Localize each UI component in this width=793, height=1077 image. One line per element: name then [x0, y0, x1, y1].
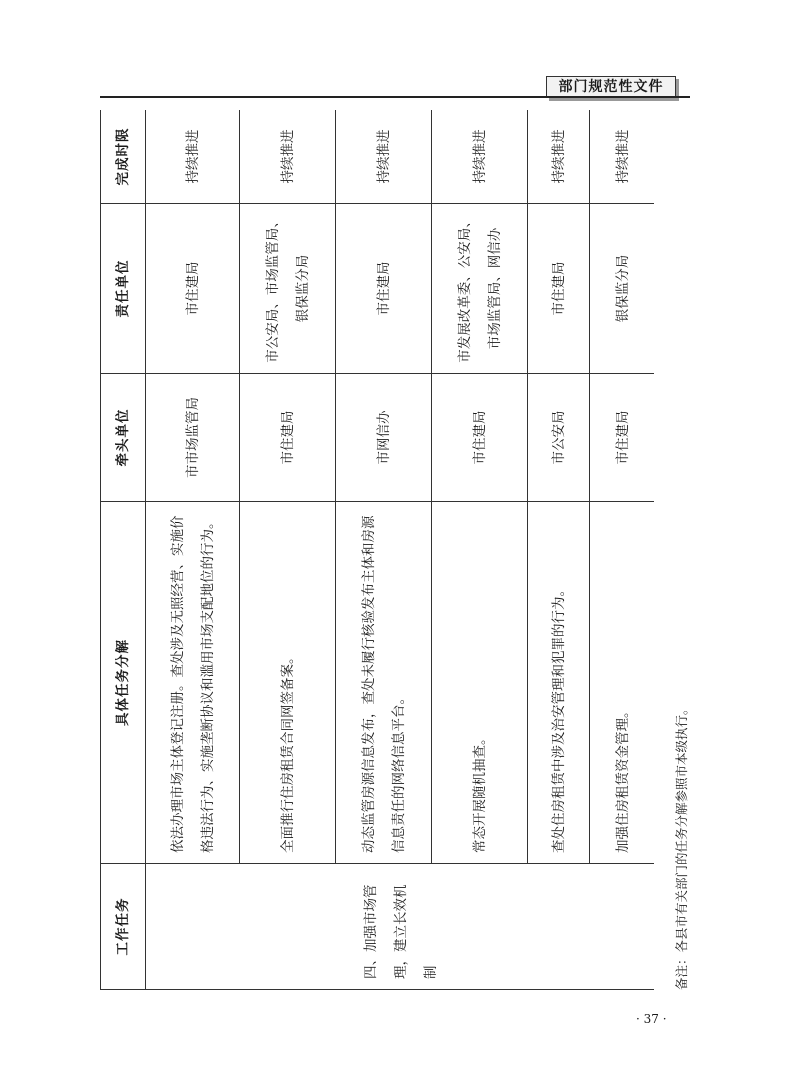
responsible-unit-cell: 市发展改革委、公安局、市场监管局、网信办 [432, 204, 528, 374]
detail-cell: 常态开展随机抽查。 [432, 502, 528, 864]
detail-cell: 全面推行住房租赁合同网签备案。 [240, 502, 336, 864]
column-header: 具体任务分解 [101, 502, 146, 864]
task-table-region [100, 110, 654, 990]
table-row [146, 110, 240, 990]
column-header: 完成时限 [101, 110, 146, 204]
lead-unit-cell: 市网信办 [336, 374, 432, 502]
detail-cell: 查处住房租赁中涉及治安管理和犯罪的行为。 [528, 502, 590, 864]
lead-unit-cell: 市市场监管局 [146, 374, 240, 502]
table-row [240, 110, 336, 990]
task-table [100, 110, 654, 990]
lead-unit-cell: 市住建局 [590, 374, 655, 502]
lead-unit-cell: 市公安局 [528, 374, 590, 502]
lead-unit-cell: 市住建局 [240, 374, 336, 502]
deadline-cell: 持续推进 [528, 110, 590, 204]
responsible-unit-cell: 市住建局 [146, 204, 240, 374]
table-header-row [101, 110, 146, 990]
header-rule [100, 96, 690, 98]
detail-cell: 依法办理市场主体登记注册。查处涉及无照经营、实施价格违法行为、实施垄断协议和滥用市场支配地位的行为。 [146, 502, 240, 864]
responsible-unit-cell: 市公安局、市场监管局、银保监分局 [240, 204, 336, 374]
deadline-cell: 持续推进 [146, 110, 240, 204]
table-row [336, 110, 432, 990]
detail-cell: 加强住房租赁资金管理。 [590, 502, 655, 864]
page-number: · 37 · [636, 1012, 667, 1026]
work-task-cell: 四、加强市场管理，建立长效机制 [146, 864, 655, 990]
responsible-unit-cell: 银保监分局 [590, 204, 655, 374]
deadline-cell: 持续推进 [590, 110, 655, 204]
note-anchor [672, 702, 692, 1010]
document-category-label: 部门规范性文件 [546, 76, 676, 98]
column-header: 工作任务 [101, 864, 146, 990]
table-row [528, 110, 590, 990]
deadline-cell: 持续推进 [240, 110, 336, 204]
table-footnote: 备注：各县市有关部门的任务分解参照市本级执行。 [674, 702, 689, 990]
deadline-cell: 持续推进 [432, 110, 528, 204]
responsible-unit-cell: 市住建局 [528, 204, 590, 374]
rotated-page-content [100, 110, 654, 990]
table-row [432, 110, 528, 990]
lead-unit-cell: 市住建局 [432, 374, 528, 502]
column-header: 牵头单位 [101, 374, 146, 502]
responsible-unit-cell: 市住建局 [336, 204, 432, 374]
table-row [590, 110, 655, 990]
detail-cell: 动态监管房源信息发布，查处未履行核验发布主体和房源信息责任的网络信息平台。 [336, 502, 432, 864]
column-header: 责任单位 [101, 204, 146, 374]
deadline-cell: 持续推进 [336, 110, 432, 204]
